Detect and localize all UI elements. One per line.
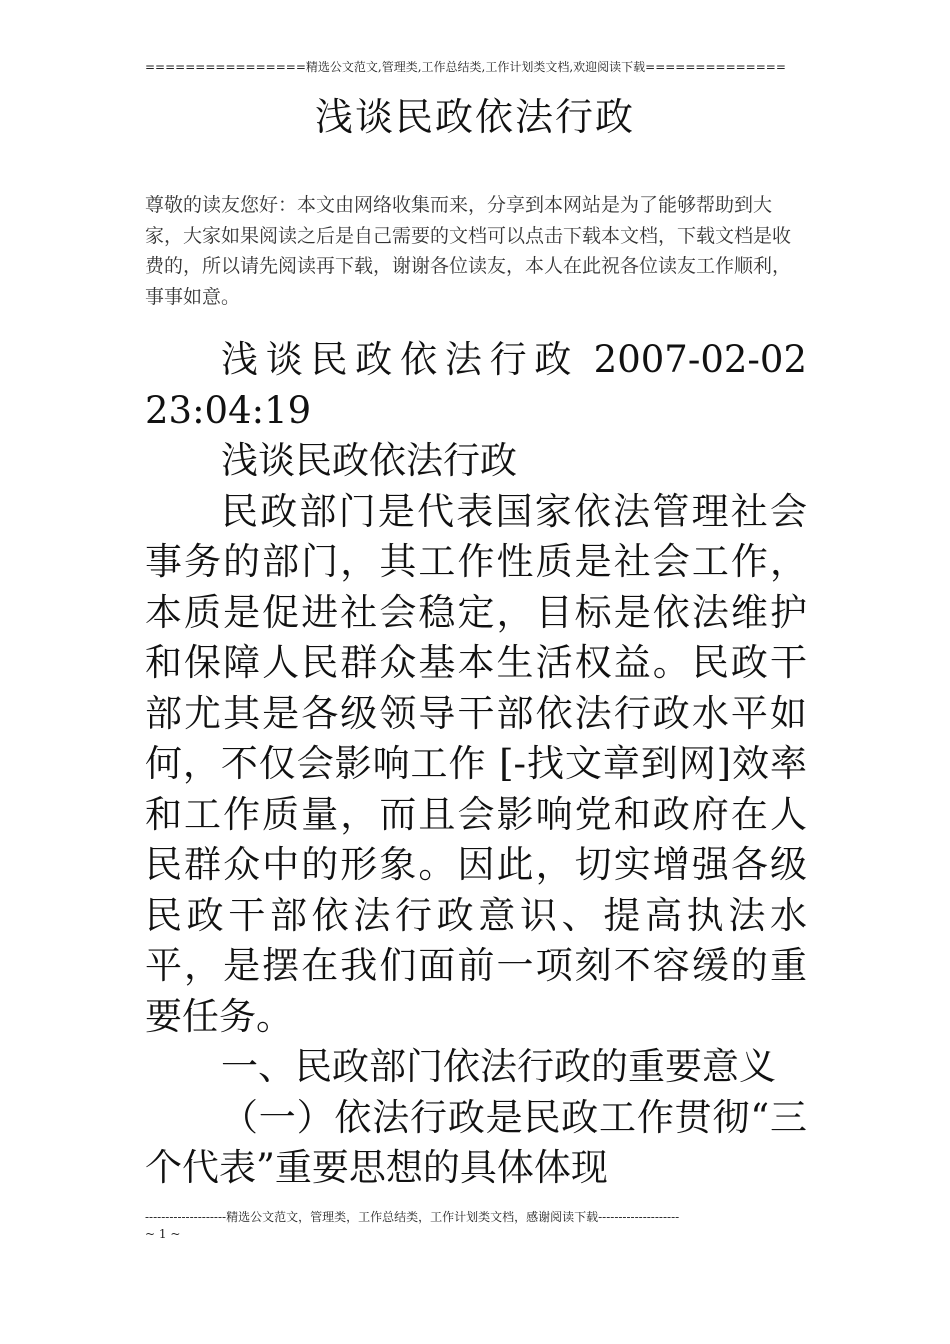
document-title: 浅谈民政依法行政 (314, 95, 635, 139)
paragraph-intro: 民政部门是代表国家依法管理社会事务的部门，其工作性质是社会工作，本质是促进社会稳定，目标是依法维护和保障人民群众基本生活权益。民政干部尤其是各级领导干部依法行政水平如何，不仅会影响工作 [-找文章到网]效率和工作质量，而且会影响党和政府在人民群众中的形象。因此，切实增强各级民政干部依法行政意识、提高执法水平，是摆在我们面前一项刻不容缓的重要任务。 (145, 489, 807, 1038)
page-number: ~ 1 ~ (145, 1227, 181, 1241)
subsection-heading: （一）依法行政是民政工作贯彻“三个代表”重要思想的具体体现 (145, 1095, 807, 1189)
article-subheading: 浅谈民政依法行政 (221, 338, 580, 381)
page-header: ================精选公文范文,管理类,工作总结类,工作计划类文档,欢迎阅读下载============== (145, 60, 786, 74)
article-date: 2007-02-02 23:04:19 (145, 338, 807, 432)
section-heading: 一、民政部门依法行政的重要意义 (221, 1045, 776, 1088)
paragraph-title: 浅谈民政依法行政 (221, 439, 517, 482)
page-footer: --------------------精选公文范文，管理类，工作总结类，工作计划类文档，感谢阅读下载-------------------- (145, 1210, 680, 1224)
reader-notice: 尊敬的读友您好：本文由网络收集而来，分享到本网站是为了能够帮助到大家，大家如果阅读之后是自己需要的文档可以点击下载本文档，下载文档是收费的，所以请先阅读再下载，谢谢各位读友，本人在此祝各位读友工作顺利，事事如意。 (145, 194, 792, 308)
article-heading-line (145, 335, 807, 436)
document-body (145, 335, 807, 1194)
